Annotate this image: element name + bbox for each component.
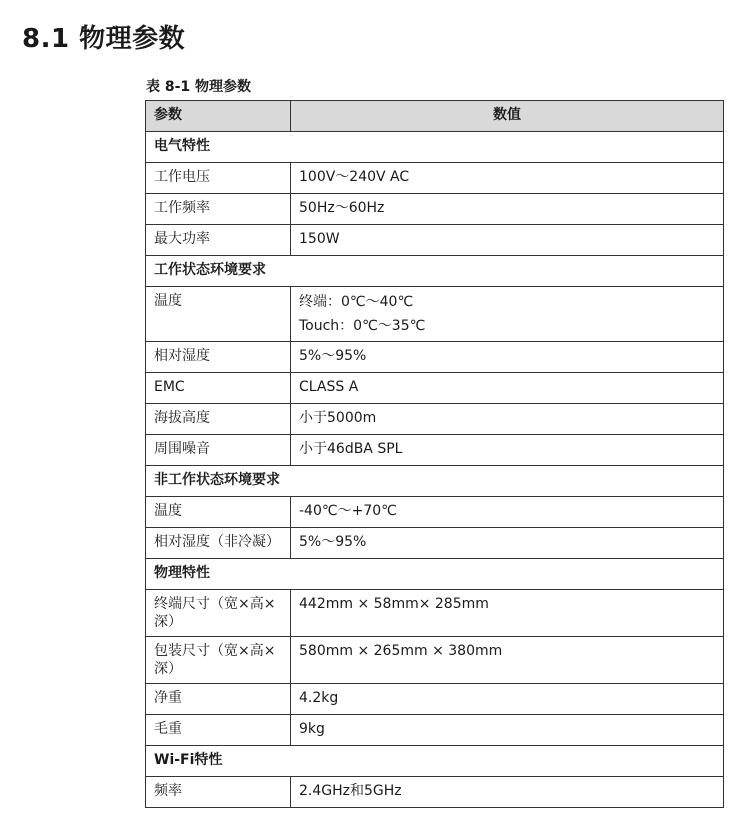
param-cell: 最大功率: [146, 225, 291, 256]
value-cell: [291, 225, 724, 256]
value-cell: [291, 373, 724, 404]
value-cell: [291, 528, 724, 559]
param-cell: 终端尺寸（宽×高×深）: [146, 590, 291, 637]
table-row: [146, 342, 724, 373]
param-cell: 温度: [146, 497, 291, 528]
param-cell: 海拔高度: [146, 404, 291, 435]
param-cell: 净重: [146, 684, 291, 715]
param-cell: 频率: [146, 777, 291, 808]
value-line: 580mm × 265mm × 380mm: [299, 643, 503, 659]
param-cell: EMC: [146, 373, 291, 404]
value-cell: [291, 342, 724, 373]
table-caption: 表 8-1 物理参数: [146, 79, 252, 95]
group-title: 物理特性: [146, 559, 724, 590]
value-line: 小于46dBA SPL: [299, 441, 403, 457]
value-cell: [291, 684, 724, 715]
group-row: [146, 132, 724, 163]
header-value: 数值: [291, 101, 724, 132]
value-line: 50Hz～60Hz: [299, 200, 385, 216]
value-cell: [291, 404, 724, 435]
table-row: [146, 287, 724, 342]
table-row: [146, 225, 724, 256]
header-param: 参数: [146, 101, 291, 132]
value-cell: [291, 287, 724, 342]
value-line: 小于5000m: [299, 410, 377, 426]
table-row: [146, 590, 724, 637]
param-cell: 毛重: [146, 715, 291, 746]
value-cell: [291, 497, 724, 528]
param-cell: 温度: [146, 287, 291, 342]
table-row: [146, 715, 724, 746]
value-line: 442mm × 58mm× 285mm: [299, 596, 489, 612]
table-row: [146, 435, 724, 466]
section-title: 8.1 物理参数: [22, 24, 186, 54]
value-line: CLASS A: [299, 379, 359, 395]
table-row: [146, 777, 724, 808]
table-row: [146, 497, 724, 528]
value-cell: [291, 194, 724, 225]
param-cell: 周围噪音: [146, 435, 291, 466]
group-row: [146, 256, 724, 287]
value-line: 终端：0℃～40℃: [299, 294, 414, 310]
group-row: [146, 466, 724, 497]
table-header-row: [146, 101, 724, 132]
table-row: [146, 404, 724, 435]
table-row: [146, 194, 724, 225]
table-row: [146, 684, 724, 715]
value-line: -40℃～+70℃: [299, 503, 397, 519]
value-cell: [291, 777, 724, 808]
table-row: [146, 373, 724, 404]
value-line: Touch：0℃～35℃: [299, 318, 426, 334]
group-title: Wi-Fi特性: [146, 746, 724, 777]
value-line: 100V～240V AC: [299, 169, 410, 185]
value-cell: [291, 590, 724, 637]
value-line: 5%～95%: [299, 534, 367, 550]
value-cell: [291, 637, 724, 684]
table-row: [146, 637, 724, 684]
physical-parameters-table: [145, 100, 724, 808]
table-row: [146, 528, 724, 559]
group-title: 工作状态环境要求: [146, 256, 724, 287]
value-cell: [291, 435, 724, 466]
value-line: 5%～95%: [299, 348, 367, 364]
param-cell: 相对湿度: [146, 342, 291, 373]
param-cell: 包装尺寸（宽×高×深）: [146, 637, 291, 684]
value-line: 2.4GHz和5GHz: [299, 783, 402, 799]
group-title: 非工作状态环境要求: [146, 466, 724, 497]
value-line: 9kg: [299, 721, 325, 737]
value-cell: [291, 163, 724, 194]
group-row: [146, 746, 724, 777]
value-cell: [291, 715, 724, 746]
param-cell: 工作频率: [146, 194, 291, 225]
value-line: 150W: [299, 231, 340, 247]
table-body: [146, 132, 724, 808]
value-line: 4.2kg: [299, 690, 339, 706]
group-title: 电气特性: [146, 132, 724, 163]
table-row: [146, 163, 724, 194]
group-row: [146, 559, 724, 590]
param-cell: 相对湿度（非冷凝）: [146, 528, 291, 559]
param-cell: 工作电压: [146, 163, 291, 194]
